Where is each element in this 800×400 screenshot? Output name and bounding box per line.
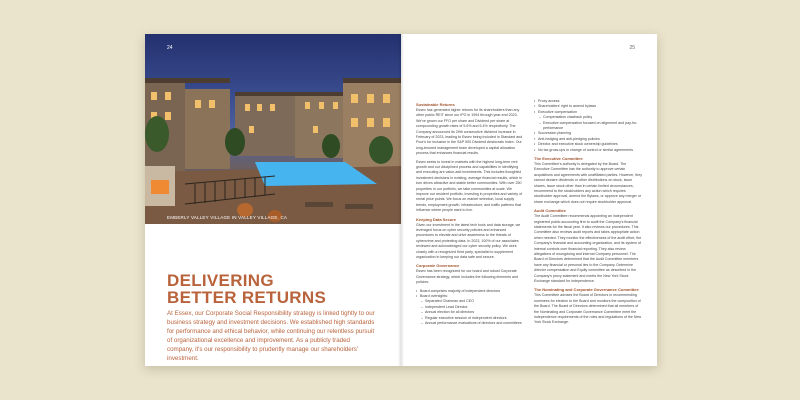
section-title: Audit Committee [534, 208, 566, 214]
governance-bullet-list-continued [534, 99, 642, 153]
list-item: – Separated Chairman and CEO [416, 299, 524, 304]
list-item: • Succession planning [534, 131, 642, 136]
right-page-column-2 [534, 99, 642, 329]
body-paragraph: Essex has been recognized for our board and robust Corporate Governance strategy, which includes the following elements and policies: [416, 269, 519, 285]
section-title: Corporate Governance [416, 263, 460, 269]
apartment-courtyard-illustration [145, 34, 401, 224]
list-item: • Anti-hedging and anti-pledging policies [534, 137, 642, 142]
section-title: The Nominating and Corporate Governance Committee [534, 287, 639, 293]
list-item: • No tax gross-ups in change of control or similar agreements [534, 148, 642, 153]
list-item: – Executive compensation focused on alignment and pay-for-performance [534, 121, 642, 132]
list-item: – Annual election for all directors [416, 310, 524, 315]
right-page [401, 34, 657, 366]
property-photo [145, 34, 401, 224]
right-page-column-1 [416, 99, 524, 329]
headline [167, 272, 367, 306]
right-page-number: 25 [629, 45, 635, 51]
list-item: • Board comprises majority of independent directors [416, 289, 524, 294]
annual-report-spread [145, 34, 657, 366]
body-paragraph: Essex seeks to invest in markets with the highest long-term rent growth and our disciplined process and capabilities in identifying and executing are value-add investments. This includes thoughtful investment decisions in existing, average financial results, which in turn drives attractive and stable better communities. With over 250 properties in our portfolio, we take communities at scale. We improve our resident portfolio, investing in properties and variety of rental price points. We focus on market selection, local supply trends, employment growth, infrastructure, and traffic patterns that influence where people want to live. [416, 159, 523, 213]
body-paragraph: The Audit Committee recommends appointing an independent registered public accounting firm to audit the Company's financial statements for the fiscal year. It also reviews our procedures. This Committee also reviews audit reports and takes appropriate action when needed. They monitor the effectiveness of the audit effort, the Company's financial and accounting organization, and its system of internal controls over financial reporting. They also review allegations of wrongdoing and internal Company personnel. The Board of Directors determined that the Audit Committee members have any financial or personal ties to the Company. Determine director compensation and Equity committee as described in the Company's proxy statement and meets the New York Stock Exchange standard for independence. [534, 214, 642, 283]
section-title: Sustainable Returns [416, 102, 455, 107]
list-item: – Compensation clawback policy [534, 115, 642, 120]
intro-paragraph: At Essex, our Corporate Social Responsibility strategy is linked tightly to our business strategy and investment decisions. We established high standards for performance and ethical behavior, while continuing our relentless pursuit of organizational excellence and improvement. As a publicly traded company, it's our responsibility to prudently manage our shareholders' investment. [167, 310, 375, 362]
left-page-number: 24 [167, 45, 173, 51]
photo-caption: EMBERLY VALLEY VILLAGE IN VALLEY VILLAGE, CA [167, 215, 288, 220]
body-paragraph: Given our investment in the latest tech tools and data storage, we leveraged focus on cyber security policies and enhanced procedures to elevate and drive awareness to the threats of cybercrime and protecting data. In 2023, 100% of our associates reviewed and acknowledged our cyber security policy. We work closely with a recognized third party, specialist to supplement organization in keeping our data safe and secure. [416, 222, 521, 259]
list-item: – Regular executive session of independent directors [416, 316, 524, 321]
list-item: – Annual performance evaluations of directors and committees [416, 321, 524, 326]
section-title: The Executive Committee [534, 156, 583, 162]
body-paragraph: This Committee advises the Board of Directors in recommending nominees for election to the Board and monitors the composition of the Board. The Board of Directors determined that all members of the Nominating and Corporate Governance Committee meet the independence requirements of the rules and regulations of the New York Stock Exchange. [534, 293, 642, 325]
list-item: • Executive compensation [534, 110, 642, 115]
body-paragraph: Essex has generated higher returns for its shareholders than any other public REIT since our IPO in 1994 through year-end 2023. We've grown our FFO per share and Dividend per share at compounding growth rates of 5.6% and 6.4% respectively. The Company announced its 29th consecutive dividend increase in February of 2023, leading to Essex being included in Standard and Poor's for inclusion in the S&P 500 Dividend Aristocrats Index. Our long-tenured management team developed a capital allocation process that enhances financial results. [416, 107, 523, 156]
headline-line-1: DELIVERING [167, 271, 274, 290]
list-item: • Director and executive stock ownership guidelines [534, 142, 642, 147]
body-paragraph: This Committee's authority is delegated by the Board. The Executive Committee has the authority to approve certain acquisitions and agreements with unaffiliated parties. However, they cannot declare dividends or other distributions on stock, issue shares, issue stock other than in certain limited circumstances, recommend to the stockholders any action which requires stockholder approval, amend the Bylaws, or approve any merger or share exchange which does not require stockholder approval. [534, 161, 643, 204]
list-item: • Shareholders' right to amend bylaws [534, 104, 642, 109]
governance-bullet-list [416, 289, 524, 327]
list-item: • Proxy access [534, 99, 642, 104]
list-item: – Independent Lead Director [416, 305, 524, 310]
left-page [145, 34, 401, 366]
list-item: • Board oversights: [416, 294, 524, 299]
section-title: Keeping Data Secure [416, 216, 457, 222]
headline-line-2: BETTER RETURNS [167, 288, 327, 307]
